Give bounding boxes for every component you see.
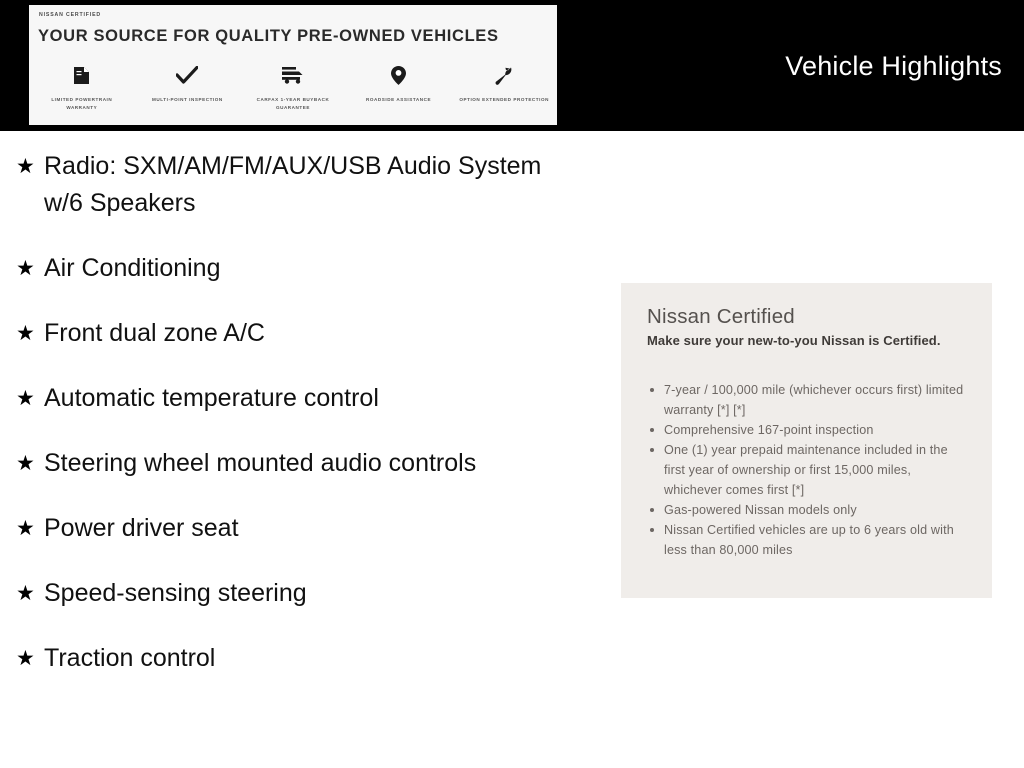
certified-panel-title: Nissan Certified	[647, 305, 795, 328]
location-pin-icon	[391, 63, 406, 87]
cpo-feature-label: MULTI-POINT INSPECTION	[152, 97, 223, 102]
cpo-feature-label: CARFAX 1-YEAR BUYBACK GUARANTEE	[256, 97, 330, 110]
vehicle-report-icon	[282, 63, 304, 87]
list-item: Gas-powered Nissan models only	[647, 500, 968, 520]
cpo-feature-extended-protection	[456, 63, 552, 104]
cpo-banner-image	[29, 5, 557, 125]
certified-panel-subtitle: Make sure your new-to-you Nissan is Certified.	[647, 333, 941, 348]
list-item: One (1) year prepaid maintenance included in the first year of ownership or first 15,000 miles, whichever comes first [*]	[647, 440, 968, 500]
list-item-label: Front dual zone A/C	[44, 319, 265, 347]
cpo-banner-headline: YOUR SOURCE FOR QUALITY PRE-OWNED VEHICLES	[38, 27, 499, 45]
list-item	[12, 148, 612, 222]
list-item-label: Steering wheel mounted audio controls	[44, 449, 477, 477]
list-item-label: Speed-sensing steering	[44, 579, 307, 607]
list-item-label: Radio: SXM/AM/FM/AUX/USB Audio System w/6 Speakers	[44, 152, 542, 217]
certified-benefits-list	[647, 380, 968, 560]
cpo-feature-warranty	[34, 63, 130, 112]
page-title: Vehicle Highlights	[785, 51, 1002, 81]
list-item	[12, 380, 612, 417]
list-item	[12, 445, 612, 482]
cpo-feature-inspection	[139, 63, 235, 104]
list-item-label: Air Conditioning	[44, 254, 221, 282]
cpo-feature-label: ROADSIDE ASSISTANCE	[366, 97, 432, 102]
list-item-label: Power driver seat	[44, 514, 239, 542]
header-bar	[0, 0, 1024, 131]
cpo-feature-row	[29, 63, 557, 112]
list-item-label: Automatic temperature control	[44, 384, 379, 412]
list-item	[12, 315, 612, 352]
cpo-banner-eyebrow: NISSAN CERTIFIED	[39, 12, 102, 18]
list-item	[12, 640, 612, 677]
nissan-certified-panel	[621, 283, 992, 598]
star-bullet-icon: ★	[16, 517, 35, 540]
wrench-icon	[495, 63, 514, 87]
cpo-feature-label: OPTION EXTENDED PROTECTION	[459, 97, 549, 102]
certificate-document-icon	[74, 63, 89, 87]
list-item: Nissan Certified vehicles are up to 6 years old with less than 80,000 miles	[647, 520, 968, 560]
list-item	[12, 250, 612, 287]
star-bullet-icon: ★	[16, 452, 35, 475]
star-bullet-icon: ★	[16, 647, 35, 670]
list-item	[12, 510, 612, 547]
cpo-feature-carfax	[245, 63, 341, 112]
vehicle-highlights-list	[12, 148, 612, 705]
star-bullet-icon: ★	[16, 582, 35, 605]
star-bullet-icon: ★	[16, 155, 35, 178]
cpo-feature-label: LIMITED POWERTRAIN WARRANTY	[51, 97, 113, 110]
list-item	[12, 575, 612, 612]
star-bullet-icon: ★	[16, 387, 35, 410]
list-item-label: Traction control	[44, 644, 216, 672]
checkmark-icon	[176, 63, 198, 87]
list-item: Comprehensive 167-point inspection	[647, 420, 968, 440]
cpo-feature-roadside	[351, 63, 447, 104]
list-item: 7-year / 100,000 mile (whichever occurs first) limited warranty [*] [*]	[647, 380, 968, 420]
star-bullet-icon: ★	[16, 322, 35, 345]
star-bullet-icon: ★	[16, 257, 35, 280]
